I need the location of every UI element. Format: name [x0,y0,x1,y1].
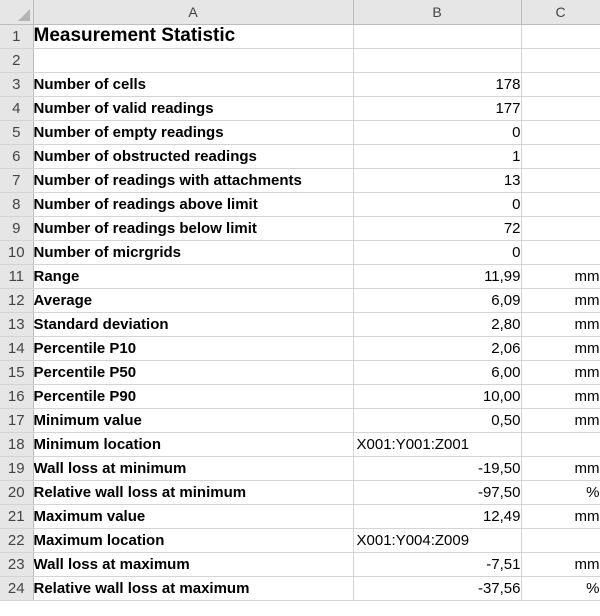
table-row [0,192,600,216]
table-row [0,408,600,432]
cell-value[interactable]: -97,50 [353,480,521,504]
table-row [0,552,600,576]
row-header[interactable]: 14 [0,336,33,360]
cell-unit[interactable]: % [521,480,600,504]
table-row [0,312,600,336]
cell-label[interactable]: Number of cells [33,72,353,96]
column-header-a[interactable]: A [33,0,353,24]
row-header[interactable]: 9 [0,216,33,240]
table-row [0,504,600,528]
cell-value[interactable]: -19,50 [353,456,521,480]
cell-value[interactable]: 10,00 [353,384,521,408]
cell-unit[interactable]: mm [521,312,600,336]
table-row [0,360,600,384]
table-row [0,144,600,168]
cell-label[interactable]: Number of empty readings [33,120,353,144]
cell-label[interactable]: Average [33,288,353,312]
row-header[interactable]: 13 [0,312,33,336]
cell-value[interactable]: 177 [353,96,521,120]
table-row [0,216,600,240]
row-header[interactable]: 17 [0,408,33,432]
cell-label[interactable]: Standard deviation [33,312,353,336]
column-header-row [0,0,600,24]
select-all-icon [18,9,30,21]
table-row [0,24,600,48]
cell-label[interactable]: Maximum value [33,504,353,528]
cell-value[interactable]: X001:Y001:Z001 [353,432,521,456]
cell-label[interactable]: Minimum value [33,408,353,432]
row-header[interactable]: 12 [0,288,33,312]
cell-value[interactable]: 72 [353,216,521,240]
cell-label[interactable]: Maximum location [33,528,353,552]
row-header[interactable]: 1 [0,24,33,48]
cell-unit[interactable] [521,168,600,192]
table-row [0,168,600,192]
row-header[interactable]: 22 [0,528,33,552]
table-row [0,480,600,504]
row-header[interactable]: 5 [0,120,33,144]
sheet-title-cell[interactable]: Measurement Statistic [33,24,353,48]
cell-value[interactable]: -37,56 [353,576,521,600]
row-header[interactable]: 20 [0,480,33,504]
cell-label[interactable]: Number of micrgrids [33,240,353,264]
row-header[interactable]: 8 [0,192,33,216]
table-row [0,336,600,360]
cell-unit[interactable]: mm [521,264,600,288]
table-row [0,48,600,72]
row-header[interactable]: 24 [0,576,33,600]
row-header[interactable]: 16 [0,384,33,408]
column-header-b[interactable]: B [353,0,521,24]
cell-value[interactable]: 0 [353,120,521,144]
row-header[interactable]: 18 [0,432,33,456]
cell-value[interactable]: 6,00 [353,360,521,384]
cell-unit[interactable] [521,96,600,120]
cell-unit[interactable]: mm [521,336,600,360]
table-row [0,72,600,96]
cell-unit[interactable]: mm [521,360,600,384]
cell-value[interactable]: 13 [353,168,521,192]
table-row [0,120,600,144]
cell-value[interactable]: X001:Y004:Z009 [353,528,521,552]
row-header[interactable]: 15 [0,360,33,384]
table-row [0,288,600,312]
cell-value[interactable]: -7,51 [353,552,521,576]
table-row [0,384,600,408]
row-header[interactable]: 11 [0,264,33,288]
cell-value[interactable]: 12,49 [353,504,521,528]
table-row [0,240,600,264]
cell-unit[interactable]: mm [521,456,600,480]
cell-value[interactable]: 0 [353,192,521,216]
column-header-c[interactable]: C [521,0,600,24]
row-header[interactable]: 2 [0,48,33,72]
table-row [0,456,600,480]
cell-unit[interactable] [521,48,600,72]
cell-unit[interactable] [521,216,600,240]
cell-label[interactable]: Number of readings below limit [33,216,353,240]
cell-label[interactable] [33,48,353,72]
cell-unit[interactable] [521,144,600,168]
cell-label[interactable]: Wall loss at minimum [33,456,353,480]
row-header[interactable]: 4 [0,96,33,120]
cell-unit[interactable] [521,528,600,552]
cell-value[interactable] [353,48,521,72]
cell-label[interactable]: Percentile P10 [33,336,353,360]
cell-value[interactable]: 178 [353,72,521,96]
cell-label[interactable]: Percentile P50 [33,360,353,384]
table-row [0,432,600,456]
row-header[interactable]: 21 [0,504,33,528]
grid-body [0,24,600,600]
cell-label[interactable]: Relative wall loss at maximum [33,576,353,600]
cell-unit[interactable] [521,24,600,48]
cell-unit[interactable]: mm [521,408,600,432]
cell-unit[interactable]: mm [521,288,600,312]
cell-label[interactable]: Minimum location [33,432,353,456]
select-all-corner[interactable] [0,0,33,24]
cell-unit[interactable]: mm [521,552,600,576]
cell-unit[interactable] [521,240,600,264]
cell-value[interactable]: 2,80 [353,312,521,336]
table-row [0,528,600,552]
cell-unit[interactable] [521,432,600,456]
cell-unit[interactable]: mm [521,504,600,528]
table-row [0,264,600,288]
row-header[interactable]: 19 [0,456,33,480]
cell-label[interactable]: Relative wall loss at minimum [33,480,353,504]
cell-unit[interactable] [521,72,600,96]
table-row [0,96,600,120]
cell-unit[interactable]: mm [521,384,600,408]
row-header[interactable]: 23 [0,552,33,576]
cell-value[interactable]: 2,06 [353,336,521,360]
row-header[interactable]: 3 [0,72,33,96]
row-header[interactable]: 7 [0,168,33,192]
cell-label[interactable]: Percentile P90 [33,384,353,408]
cell-label[interactable]: Number of readings above limit [33,192,353,216]
cell-label[interactable]: Number of readings with attachments [33,168,353,192]
cell-value[interactable]: 6,09 [353,288,521,312]
cell-unit[interactable] [521,192,600,216]
cell-label[interactable]: Range [33,264,353,288]
row-header[interactable]: 6 [0,144,33,168]
cell-value[interactable]: 11,99 [353,264,521,288]
row-header[interactable]: 10 [0,240,33,264]
cell-label[interactable]: Number of valid readings [33,96,353,120]
cell-value[interactable] [353,24,521,48]
cell-label[interactable]: Number of obstructed readings [33,144,353,168]
cell-value[interactable]: 0 [353,240,521,264]
cell-unit[interactable] [521,120,600,144]
cell-value[interactable]: 1 [353,144,521,168]
cell-unit[interactable]: % [521,576,600,600]
table-row [0,576,600,600]
cell-label[interactable]: Wall loss at maximum [33,552,353,576]
cell-value[interactable]: 0,50 [353,408,521,432]
